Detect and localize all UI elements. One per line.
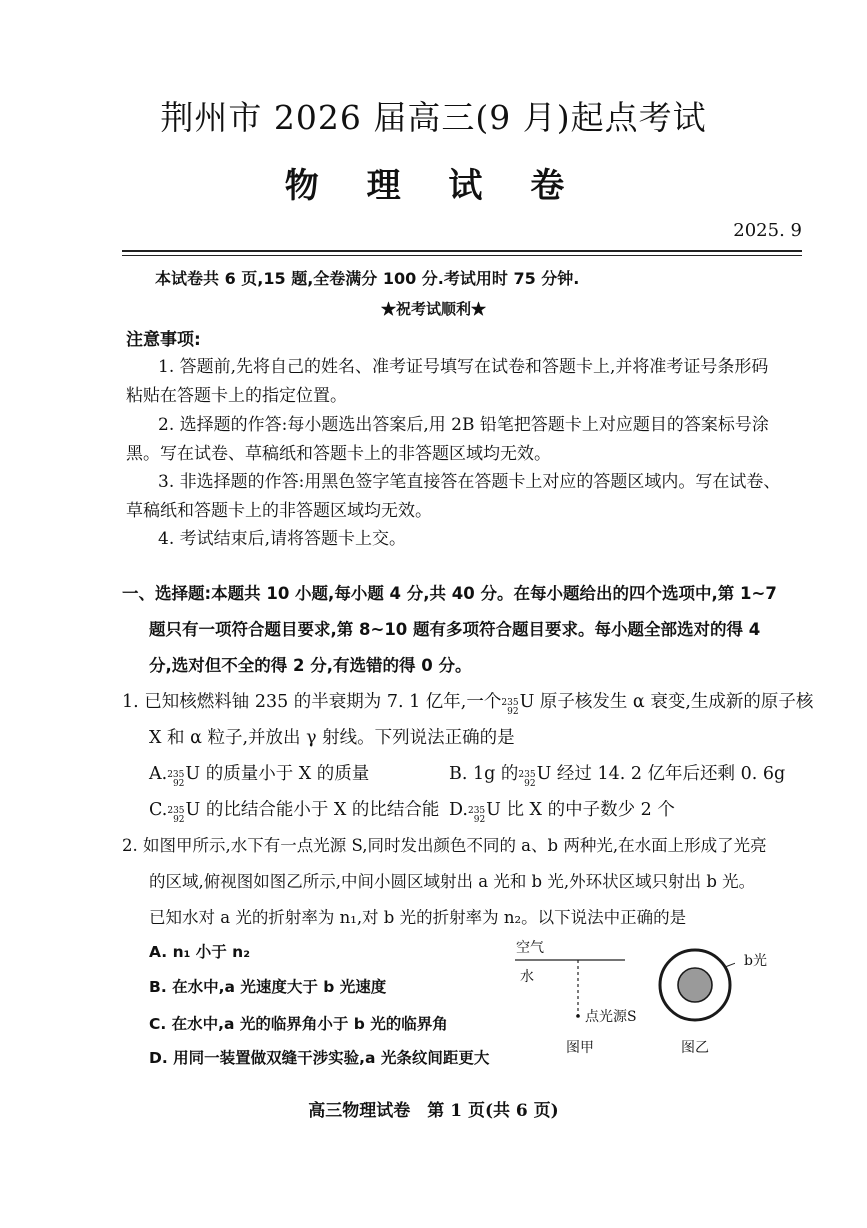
q2-option-c[interactable]: C. 在水中,a 光的临界角小于 b 光的临界角 xyxy=(149,1015,448,1033)
section-1-line-3: 分,选对但不全的得 2 分,有选错的得 0 分。 xyxy=(149,656,472,675)
q1-option-c[interactable] xyxy=(149,796,439,825)
q1-option-b[interactable] xyxy=(449,760,785,789)
q2-option-b[interactable]: B. 在水中,a 光速度大于 b 光速度 xyxy=(149,978,387,996)
notice-item-4: 4. 考试结束后,请将答题卡上交。 xyxy=(158,529,407,549)
q2-stem-line-2: 的区域,俯视图如图乙所示,中间小圆区域射出 a 光和 b 光,外环状区域只射出 b 光。 xyxy=(149,872,756,891)
label-water: 水 xyxy=(520,969,534,985)
option-letter: A. xyxy=(149,764,168,784)
exam-summary: 本试卷共 6 页,15 题,全卷满分 100 分.考试用时 75 分钟. xyxy=(155,269,580,288)
isotope-atomic-number: 92 xyxy=(473,815,486,825)
notice-item-3-line-1: 3. 非选择题的作答:用黑色签字笔直接答在答题卡上对应的答题区域内。写在试卷、 xyxy=(158,472,781,492)
isotope-atomic-number: 92 xyxy=(524,779,536,789)
option-text: U 的质量小于 X 的质量 xyxy=(185,764,370,784)
b-light-pointer xyxy=(725,961,735,967)
q1-stem-line-2: X 和 α 粒子,并放出 γ 射线。下列说法正确的是 xyxy=(149,728,515,748)
notice-item-2-line-2: 黑。写在试卷、草稿纸和答题卡上的非答题区域均无效。 xyxy=(126,444,551,464)
q1-stem-part-a: 1. 已知核燃料铀 235 的半衰期为 7. 1 亿年,一个 xyxy=(122,692,502,712)
isotope-mass-number: 235 xyxy=(467,806,486,816)
label-b-light: b光 xyxy=(744,953,767,969)
q2-stem-line-1: 2. 如图甲所示,水下有一点光源 S,同时发出颜色不同的 a、b 两种光,在水面上形成了光亮 xyxy=(122,836,767,855)
option-letter: B. 1g 的 xyxy=(449,764,519,784)
q1-option-a[interactable] xyxy=(149,760,369,789)
point-source-dot xyxy=(576,1014,580,1018)
exam-date: 2025. 9 xyxy=(733,220,802,241)
header-rule-thick xyxy=(122,250,802,252)
u235-isotope xyxy=(518,771,535,789)
u235-isotope xyxy=(468,807,485,825)
option-text: U 经过 14. 2 亿年后还剩 0. 6g xyxy=(536,764,786,784)
isotope-mass-number: 235 xyxy=(167,806,185,816)
exam-title: 荆州市 2026 届高三(9 月)起点考试 xyxy=(160,98,707,137)
option-letter: D. xyxy=(449,800,468,820)
header-rule-thin xyxy=(122,255,802,256)
q2-option-d[interactable]: D. 用同一装置做双缝干涉实验,a 光条纹间距更大 xyxy=(149,1049,490,1067)
u235-isotope xyxy=(501,699,518,717)
section-1-line-1: 一、选择题:本题共 10 小题,每小题 4 分,共 40 分。在每小题给出的四个选项中,第 1~7 xyxy=(122,584,777,603)
good-luck-banner: ★祝考试顺利★ xyxy=(380,300,486,318)
notice-item-2-line-1: 2. 选择题的作答:每小题选出答案后,用 2B 铅笔把答题卡上对应题目的答案标号涂 xyxy=(158,415,769,435)
option-text: U 比 X 的中子数少 2 个 xyxy=(486,800,675,820)
u235-isotope xyxy=(167,771,184,789)
isotope-mass-number: 235 xyxy=(167,770,185,780)
label-figure-a: 图甲 xyxy=(566,1040,594,1056)
label-air: 空气 xyxy=(516,940,544,956)
option-text: U 的比结合能小于 X 的比结合能 xyxy=(185,800,440,820)
q2-option-a[interactable]: A. n₁ 小于 n₂ xyxy=(149,943,251,961)
q1-option-d[interactable] xyxy=(449,796,675,825)
label-point-source: 点光源S xyxy=(585,1009,637,1025)
notice-item-3-line-2: 草稿纸和答题卡上的非答题区域均无效。 xyxy=(126,501,432,521)
figure-b-diagram xyxy=(655,945,735,1025)
notice-heading: 注意事项: xyxy=(126,330,201,350)
page-footer: 高三物理试卷 第 1 页(共 6 页) xyxy=(308,1101,559,1121)
isotope-mass-number: 235 xyxy=(518,770,536,780)
isotope-mass-number: 235 xyxy=(501,698,519,708)
q1-stem-part-b: U 原子核发生 α 衰变,生成新的原子核 xyxy=(519,692,814,712)
option-letter: C. xyxy=(149,800,168,820)
label-figure-b: 图乙 xyxy=(681,1040,709,1056)
isotope-atomic-number: 92 xyxy=(173,815,185,825)
notice-item-1-line-2: 粘贴在答题卡上的指定位置。 xyxy=(126,386,347,406)
q1-stem-line-1 xyxy=(122,688,813,717)
section-1-line-2: 题只有一项符合题目要求,第 8~10 题有多项符合题目要求。每小题全部选对的得 4 xyxy=(149,620,761,639)
u235-isotope xyxy=(167,807,184,825)
q2-stem-line-3: 已知水对 a 光的折射率为 n₁,对 b 光的折射率为 n₂。以下说法中正确的是 xyxy=(149,908,687,927)
isotope-atomic-number: 92 xyxy=(172,779,185,789)
notice-item-1-line-1: 1. 答题前,先将自己的姓名、准考证号填写在试卷和答题卡上,并将准考证号条形码 xyxy=(158,357,769,377)
inner-disc xyxy=(678,968,712,1002)
exam-subtitle: 物 理 试 卷 xyxy=(284,166,583,206)
isotope-atomic-number: 92 xyxy=(507,707,519,717)
